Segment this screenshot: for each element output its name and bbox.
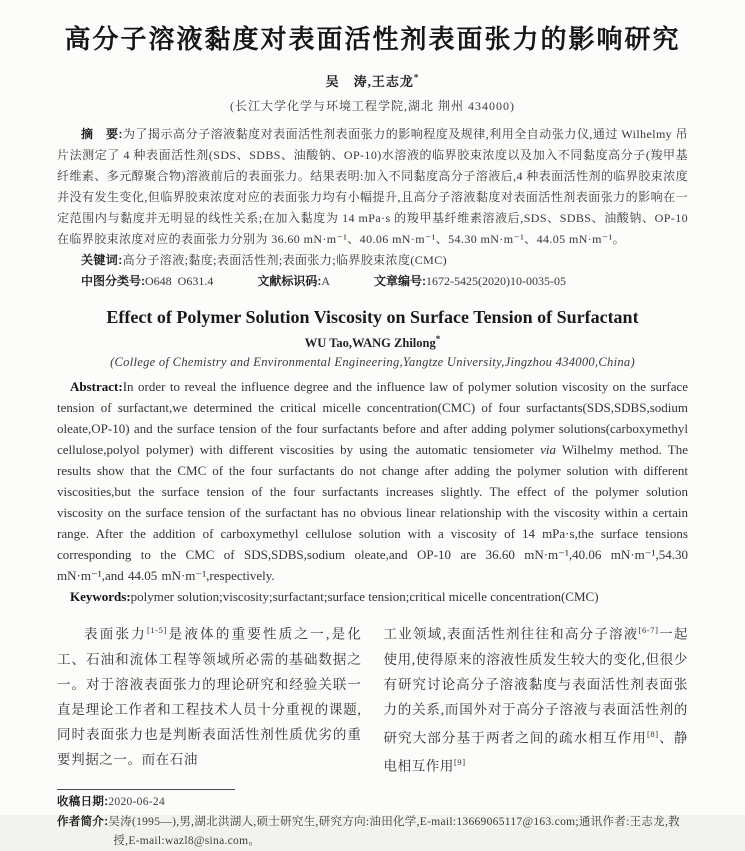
paper-title-cn: 高分子溶液黏度对表面活性剂表面张力的影响研究 bbox=[64, 24, 681, 54]
clc-number bbox=[81, 271, 213, 292]
article-id bbox=[374, 271, 566, 292]
received-date-line bbox=[57, 793, 688, 812]
clc-number-value: O648 O631.4 bbox=[145, 274, 214, 288]
keywords-cn: 关键词:高分子溶液;黏度;表面活性剂;表面张力;临界胶束浓度(CMC) bbox=[81, 253, 448, 267]
body-right-column: 工业领域,表面活性剂往往和高分子溶液[6-7]一起使用,使得原来的溶液性质发生较大的变化,但很少有研究讨论高分子溶液黏度与表面活性剂表面张力的关系,而国外对于高分子溶液与表面活性剂的研究大部分基于两者之间的疏水相互作用[8]、静电相互作用[9] bbox=[383, 625, 688, 774]
authors-en: WU Tao,WANG Zhilong* bbox=[304, 334, 441, 351]
author-bio-label: 作者简介: bbox=[57, 815, 109, 828]
abstract-cn: 摘 要:为了揭示高分子溶液黏度对表面活性剂表面张力的影响程度及规律,利用全自动张力仪,通过 Wilhelmy 吊片法测定了 4 种表面活性剂(SDS、SDBS、油酸钠、OP-10)水溶液的临界胶束浓度以及加入不同黏度高分子(羧甲基纤维素、多元醇聚合物)溶液前后的表面张力。结果表明:加入不同黏度高分子溶液后,4 种表面活性剂的临界胶束浓度并没有发生变化,但临界胶束浓度对应的表面张力均有小幅提升,且高分子溶液黏度对表面活性剂表面张力的影响在一定范围内与黏度并无明显的线性关系;在加入黏度为 14 mPa·s 的羧甲基纤维素溶液后,SDS、SDBS、油酸钠、OP-10 在临界胶束浓度对应的表面张力分别为 36.60 mN·m⁻¹、40.06 mN·m⁻¹、54.30 mN·m⁻¹、44.05 mN·m⁻¹。 bbox=[57, 127, 688, 246]
author-bio-value: 吴涛(1995—),男,湖北洪湖人,硕士研究生,研究方向:油田化学,E-mail:13669065117@163.com;通讯作者:王志龙,教授,E-mail:wazl8@sina.com。 bbox=[108, 815, 680, 847]
affiliation-cn: (长江大学化学与环境工程学院,湖北 荆州 434000) bbox=[230, 99, 515, 113]
document-code-value: A bbox=[321, 274, 331, 288]
footnote-divider bbox=[57, 789, 235, 790]
abstract-en: Abstract:In order to reveal the influence degree and the influence law of polymer solution viscosity on the surface tension of surfactant,we determined the critical micelle concentration(CMC) of four surfactants(SDS,SDBS,sodium oleate,OP-10) and the surface tension of the four surfactants before and after adding polymer solutions(carboxymethyl cellulose,polyol polymer) with different viscosities by using the automatic tensiometer via Wilhelmy method. The results show that the CMC of the four surfactants do not change after adding the polymer solution with different viscosities,but the surface tension of the four surfactants increases slightly. The effect of the polymer solution viscosity on the surface tension of the surfactant has no obvious linear relationship with the viscosity within a certain range. After the addition of carboxymethyl cellulose solution with a viscosity of 14 mPa·s,the surface tensions corresponding to the CMC of SDS,SDBS,sodium oleate,and OP-10 are 36.60 mN·m⁻¹,40.06 mN·m⁻¹,54.30 mN·m⁻¹,and 44.05 mN·m⁻¹,respectively. bbox=[57, 379, 688, 584]
paper-title-en: Effect of Polymer Solution Viscosity on Surface Tension of Surfactant bbox=[106, 307, 639, 327]
received-date-label: 收稿日期: bbox=[57, 795, 109, 808]
body-left-column: 表面张力[1-5]是液体的重要性质之一,是化工、石油和流体工程等领域所必需的基础数据之一。对于溶液表面张力的理论研究和经验关联一直是理论工作者和工程技术人员十分重视的课题,同时表面张力也是判断表面活性剂性质优劣的重要判据之一。而在石油 bbox=[57, 625, 362, 767]
author-bio-line bbox=[57, 813, 688, 851]
body-columns bbox=[57, 618, 688, 779]
clc-number-label: 中图分类号: bbox=[81, 274, 145, 288]
article-id-label: 文章编号: bbox=[374, 274, 427, 288]
authors-cn: 吴 涛,王志龙* bbox=[325, 72, 420, 89]
article-id-value: 1672-5425(2020)10-0035-05 bbox=[426, 274, 566, 288]
document-code bbox=[257, 271, 330, 292]
classification-line bbox=[57, 271, 688, 292]
keywords-en: Keywords:polymer solution;viscosity;surfactant;surface tension;critical micelle concentration(CMC) bbox=[70, 589, 599, 605]
received-date-value: 2020-06-24 bbox=[108, 795, 166, 808]
affiliation-en: (College of Chemistry and Environmental Engineering,Yangtze University,Jingzhou 434000,China) bbox=[110, 355, 635, 370]
document-code-label: 文献标识码: bbox=[257, 274, 322, 288]
